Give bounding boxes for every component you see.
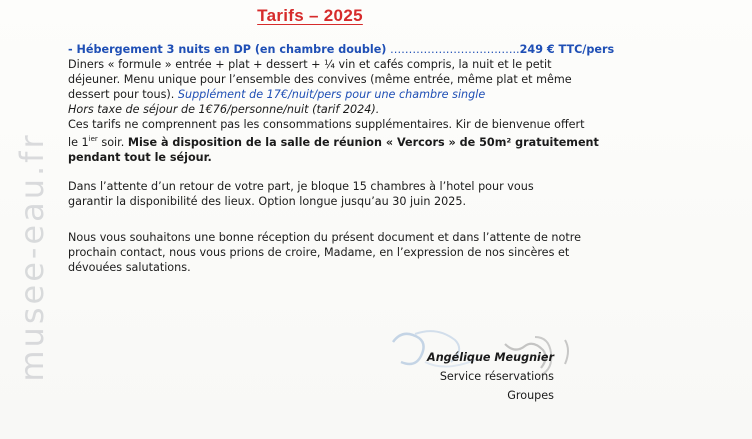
welcome-room-line — [68, 132, 599, 150]
website-watermark: musee-eau.fr — [13, 132, 51, 382]
closing-line-1: Nous vous souhaitons une bonne réception du présent document et dans l’attente de notre — [68, 231, 581, 244]
accommodation-label: - Hébergement 3 nuits en DP (en chambre double) — [68, 43, 387, 56]
dinner-line-1: Diners « formule » entrée + plat + dessert + ¼ vin et cafés compris, la nuit et le petit — [68, 58, 552, 71]
kir-text: le 1 — [68, 136, 89, 149]
kir-superscript: ier — [88, 135, 98, 143]
pricing-section — [68, 42, 615, 165]
availability-line-2: garantir la disponibilité des lieux. Option longue jusqu’au 30 juin 2025. — [68, 195, 467, 208]
kir-text-2: soir. — [97, 136, 128, 149]
closing-line-2: prochain contact, nous vous prions de croire, Madame, en l’expression de nos sincères et — [68, 246, 570, 259]
leader-dots: …………….…………..….. — [386, 43, 520, 56]
closing-paragraph — [68, 230, 581, 275]
signatory-name: Angélique Meugnier — [427, 351, 554, 364]
single-supplement: Supplément de 17€/nuit/pers pour une chambre single — [177, 88, 486, 101]
dinner-line-3-text: dessert pour tous). — [68, 88, 178, 101]
signature-block — [392, 348, 554, 405]
page-title: Tarifs – 2025 — [257, 6, 363, 25]
extras-line: Ces tarifs ne comprennent pas les consommations supplémentaires. Kir de bienvenue offert — [68, 118, 585, 131]
accommodation-price: 249 € TTC/pers — [519, 43, 615, 56]
availability-paragraph — [68, 179, 568, 209]
signatory-role: Service réservations Groupes — [439, 370, 554, 402]
meeting-room-offer-2: pendant tout le séjour. — [68, 151, 212, 164]
availability-line-1: Dans l’attente d’un retour de votre part, je bloque 15 chambres à l’hotel pour vous — [68, 180, 534, 193]
dinner-line-2: déjeuner. Menu unique pour l’ensemble des convives (même entrée, même plat et même — [68, 73, 572, 86]
closing-line-3: dévouées salutations. — [68, 261, 191, 274]
tourist-tax-line: Hors taxe de séjour de 1€76/personne/nuit (tarif 2024). — [68, 103, 380, 116]
meeting-room-offer: Mise à disposition de la salle de réunion « Vercors » de 50m² gratuitement — [127, 136, 599, 149]
accommodation-line — [68, 42, 615, 57]
dinner-line-3 — [68, 87, 568, 102]
